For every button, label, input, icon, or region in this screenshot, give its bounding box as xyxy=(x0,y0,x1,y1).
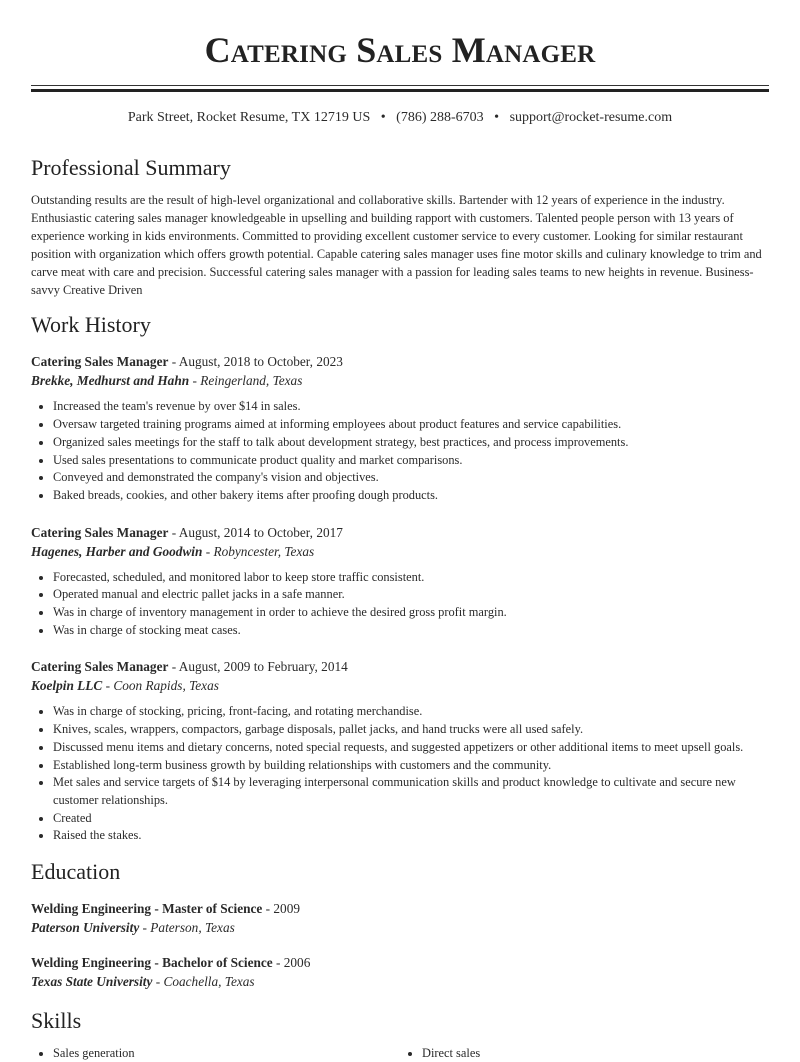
job-bullets xyxy=(31,703,769,845)
contact-phone: (786) 288-6703 xyxy=(396,110,484,125)
skill-item: • Sales generation xyxy=(53,1045,400,1062)
list-item: • Oversaw targeted training programs aimed at informing employees about product features and service capabilities. xyxy=(53,416,769,434)
job-title-line xyxy=(31,523,769,542)
job-company: Hagenes, Harber and Goodwin xyxy=(31,543,203,559)
list-item: • Discussed menu items and dietary concerns, noted special requests, and suggested appetizers or other additional items to meet upsell goals. xyxy=(53,739,769,757)
degree: Welding Engineering - Bachelor of Science xyxy=(31,955,273,971)
list-item: • Created xyxy=(53,810,769,828)
bullet-separator: • xyxy=(494,110,500,125)
graduation-year: - 2006 xyxy=(272,955,311,971)
education-section xyxy=(31,858,769,991)
list-item: • Forecasted, scheduled, and monitored labor to keep store traffic consistent. xyxy=(53,569,769,587)
job-bullets xyxy=(31,569,769,640)
list-item: • Used sales presentations to communicate product quality and market comparisons. xyxy=(53,452,769,470)
skills-right-column xyxy=(400,1045,769,1062)
list-item: • Increased the team's revenue by over $14 in sales. xyxy=(53,398,769,416)
list-item: • Was in charge of stocking meat cases. xyxy=(53,622,769,640)
bullet-separator: • xyxy=(380,110,386,125)
work-history-section xyxy=(31,311,769,845)
list-item: • Organized sales meetings for the staff to talk about development strategy, best practices, and process improvements. xyxy=(53,434,769,452)
job-entry xyxy=(31,352,769,504)
list-item: • Was in charge of inventory management in order to achieve the desired gross profit margin. xyxy=(53,604,769,622)
job-bullets xyxy=(31,398,769,504)
resume-title: Catering Sales Manager xyxy=(204,30,596,70)
list-item: • Conveyed and demonstrated the company's vision and objectives. xyxy=(53,469,769,487)
degree-line xyxy=(31,899,769,918)
job-location: - Reingerland, Texas xyxy=(189,373,303,389)
contact-line xyxy=(31,109,769,127)
job-title: Catering Sales Manager xyxy=(31,659,169,675)
list-item: • Baked breads, cookies, and other bakery items after proofing dough products. xyxy=(53,487,769,505)
graduation-year: - 2009 xyxy=(262,901,300,917)
job-entry xyxy=(31,657,769,845)
professional-summary-section xyxy=(31,154,769,299)
list-item: • Operated manual and electric pallet jacks in a safe manner. xyxy=(53,586,769,604)
job-company: Brekke, Medhurst and Hahn xyxy=(31,373,190,389)
job-location: - Coon Rapids, Texas xyxy=(102,678,219,694)
contact-address: Park Street, Rocket Resume, TX 12719 US xyxy=(127,110,371,125)
job-dates: - August, 2018 to October, 2023 xyxy=(168,354,343,370)
section-heading-summary: Professional Summary xyxy=(31,155,231,180)
degree: Welding Engineering - Master of Science xyxy=(31,901,263,917)
divider-thick-line xyxy=(31,89,769,92)
list-item: • Established long-term business growth by building relationships with customers and the community. xyxy=(53,757,769,775)
job-title: Catering Sales Manager xyxy=(31,524,169,540)
school-location: - Coachella, Texas xyxy=(152,974,255,990)
school-name: Texas State University xyxy=(31,974,153,990)
list-item: • Met sales and service targets of $14 by leveraging interpersonal communication skills and product knowledge to cultivate and secure new customer relationships. xyxy=(53,774,769,809)
job-entry xyxy=(31,523,769,640)
school-line xyxy=(31,972,769,991)
degree-line xyxy=(31,953,769,972)
summary-text: Outstanding results are the result of high-level organizational and collaborative skills. Bartender with 12 years of experience in the industry. Enthusiastic catering sales manager knowledgeable in upselling and building rapport with customers. Talented people person with 13 years of experience working in kids environments. Committed to providing excellent customer service to every customer. Looking for similar restaurant position with organization which offers growth potential. Capable catering sales manager uses fine motor skills and culinary knowledge to trim and carve meat with care and precision. Successful catering sales manager with a passion for leading sales teams to new heights in revenue. Business-savvy Creative Driven xyxy=(31,193,762,297)
job-title-line xyxy=(31,657,769,676)
job-company-line xyxy=(31,371,769,390)
school-location: - Paterson, Texas xyxy=(139,920,235,936)
job-location: - Robyncester, Texas xyxy=(202,543,315,559)
job-company-line xyxy=(31,676,769,695)
skills-left-column xyxy=(31,1045,400,1062)
list-item: • Raised the stakes. xyxy=(53,827,769,845)
skills-columns xyxy=(31,1045,769,1062)
section-heading-work: Work History xyxy=(31,312,151,338)
divider-thin-line xyxy=(31,85,769,86)
list-item: • Was in charge of stocking, pricing, front-facing, and rotating merchandise. xyxy=(53,703,769,721)
education-entry xyxy=(31,899,769,937)
contact-email: support@rocket-resume.com xyxy=(509,110,673,125)
job-company-line xyxy=(31,542,769,561)
education-entry xyxy=(31,953,769,991)
header-divider xyxy=(31,85,769,92)
job-title: Catering Sales Manager xyxy=(31,354,169,370)
school-name: Paterson University xyxy=(31,920,140,936)
job-company: Koelpin LLC xyxy=(31,678,103,694)
list-item: • Knives, scales, wrappers, compactors, garbage disposals, pallet jacks, and hand trucks were all used safely. xyxy=(53,721,769,739)
job-title-line xyxy=(31,352,769,371)
skill-item: • Direct sales xyxy=(422,1045,769,1062)
section-heading-skills: Skills xyxy=(31,1008,82,1034)
school-line xyxy=(31,918,769,937)
job-dates: - August, 2009 to February, 2014 xyxy=(168,659,348,675)
section-heading-education: Education xyxy=(31,859,121,885)
job-dates: - August, 2014 to October, 2017 xyxy=(168,524,343,540)
